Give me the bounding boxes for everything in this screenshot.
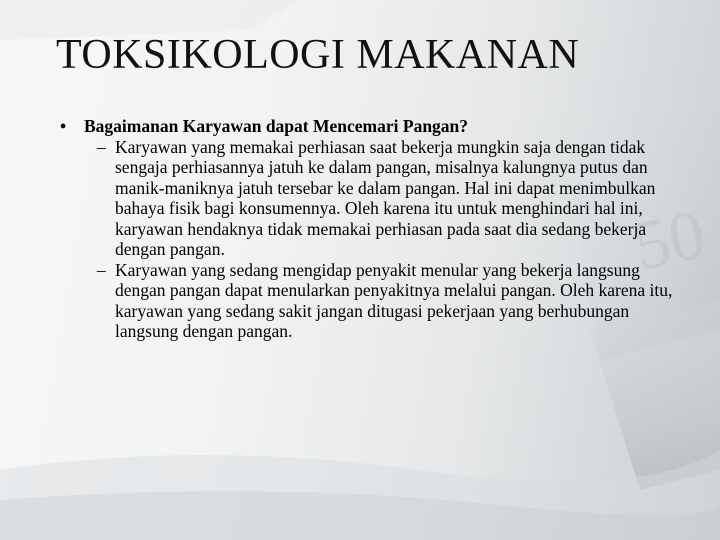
slide-body bbox=[60, 116, 680, 342]
sub-bullet-item bbox=[60, 137, 680, 260]
bullet-text: Bagaimanan Karyawan dapat Mencemari Pangan? bbox=[84, 116, 469, 136]
slide-title: TOKSIKOLOGI MAKANAN bbox=[56, 32, 580, 78]
sub-bullet-text: Karyawan yang sedang mengidap penyakit menular yang bekerja langsung dengan pangan dapat menularkan penyakitnya melalui pangan. Oleh karena itu, karyawan yang sedang sakit jangan ditugasi pekerjaan yang berhubungan langsung dengan pangan. bbox=[115, 259, 673, 341]
sub-bullet-list bbox=[60, 137, 680, 342]
bullet-item bbox=[60, 116, 680, 137]
sub-bullet-item bbox=[60, 260, 680, 342]
bullet-marker: • bbox=[60, 116, 67, 136]
svg-text:50: 50 bbox=[627, 195, 712, 286]
sub-bullet-text: Karyawan yang memakai perhiasan saat bekerja mungkin saja dengan tidak sengaja perhiasannya jatuh ke dalam pangan, misalnya kalungnya putus dan manik-maniknya jatuh tersebar ke dalam pangan. Hal ini dapat menimbulkan bahaya fisik bagi konsumennya. Oleh karena itu untuk menghindari hal ini, karyawan hendaknya tidak memakai perhiasan pada saat dia sedang bekerja dengan pangan. bbox=[115, 136, 656, 259]
dash-marker: – bbox=[97, 136, 106, 157]
dash-marker: – bbox=[97, 259, 106, 280]
